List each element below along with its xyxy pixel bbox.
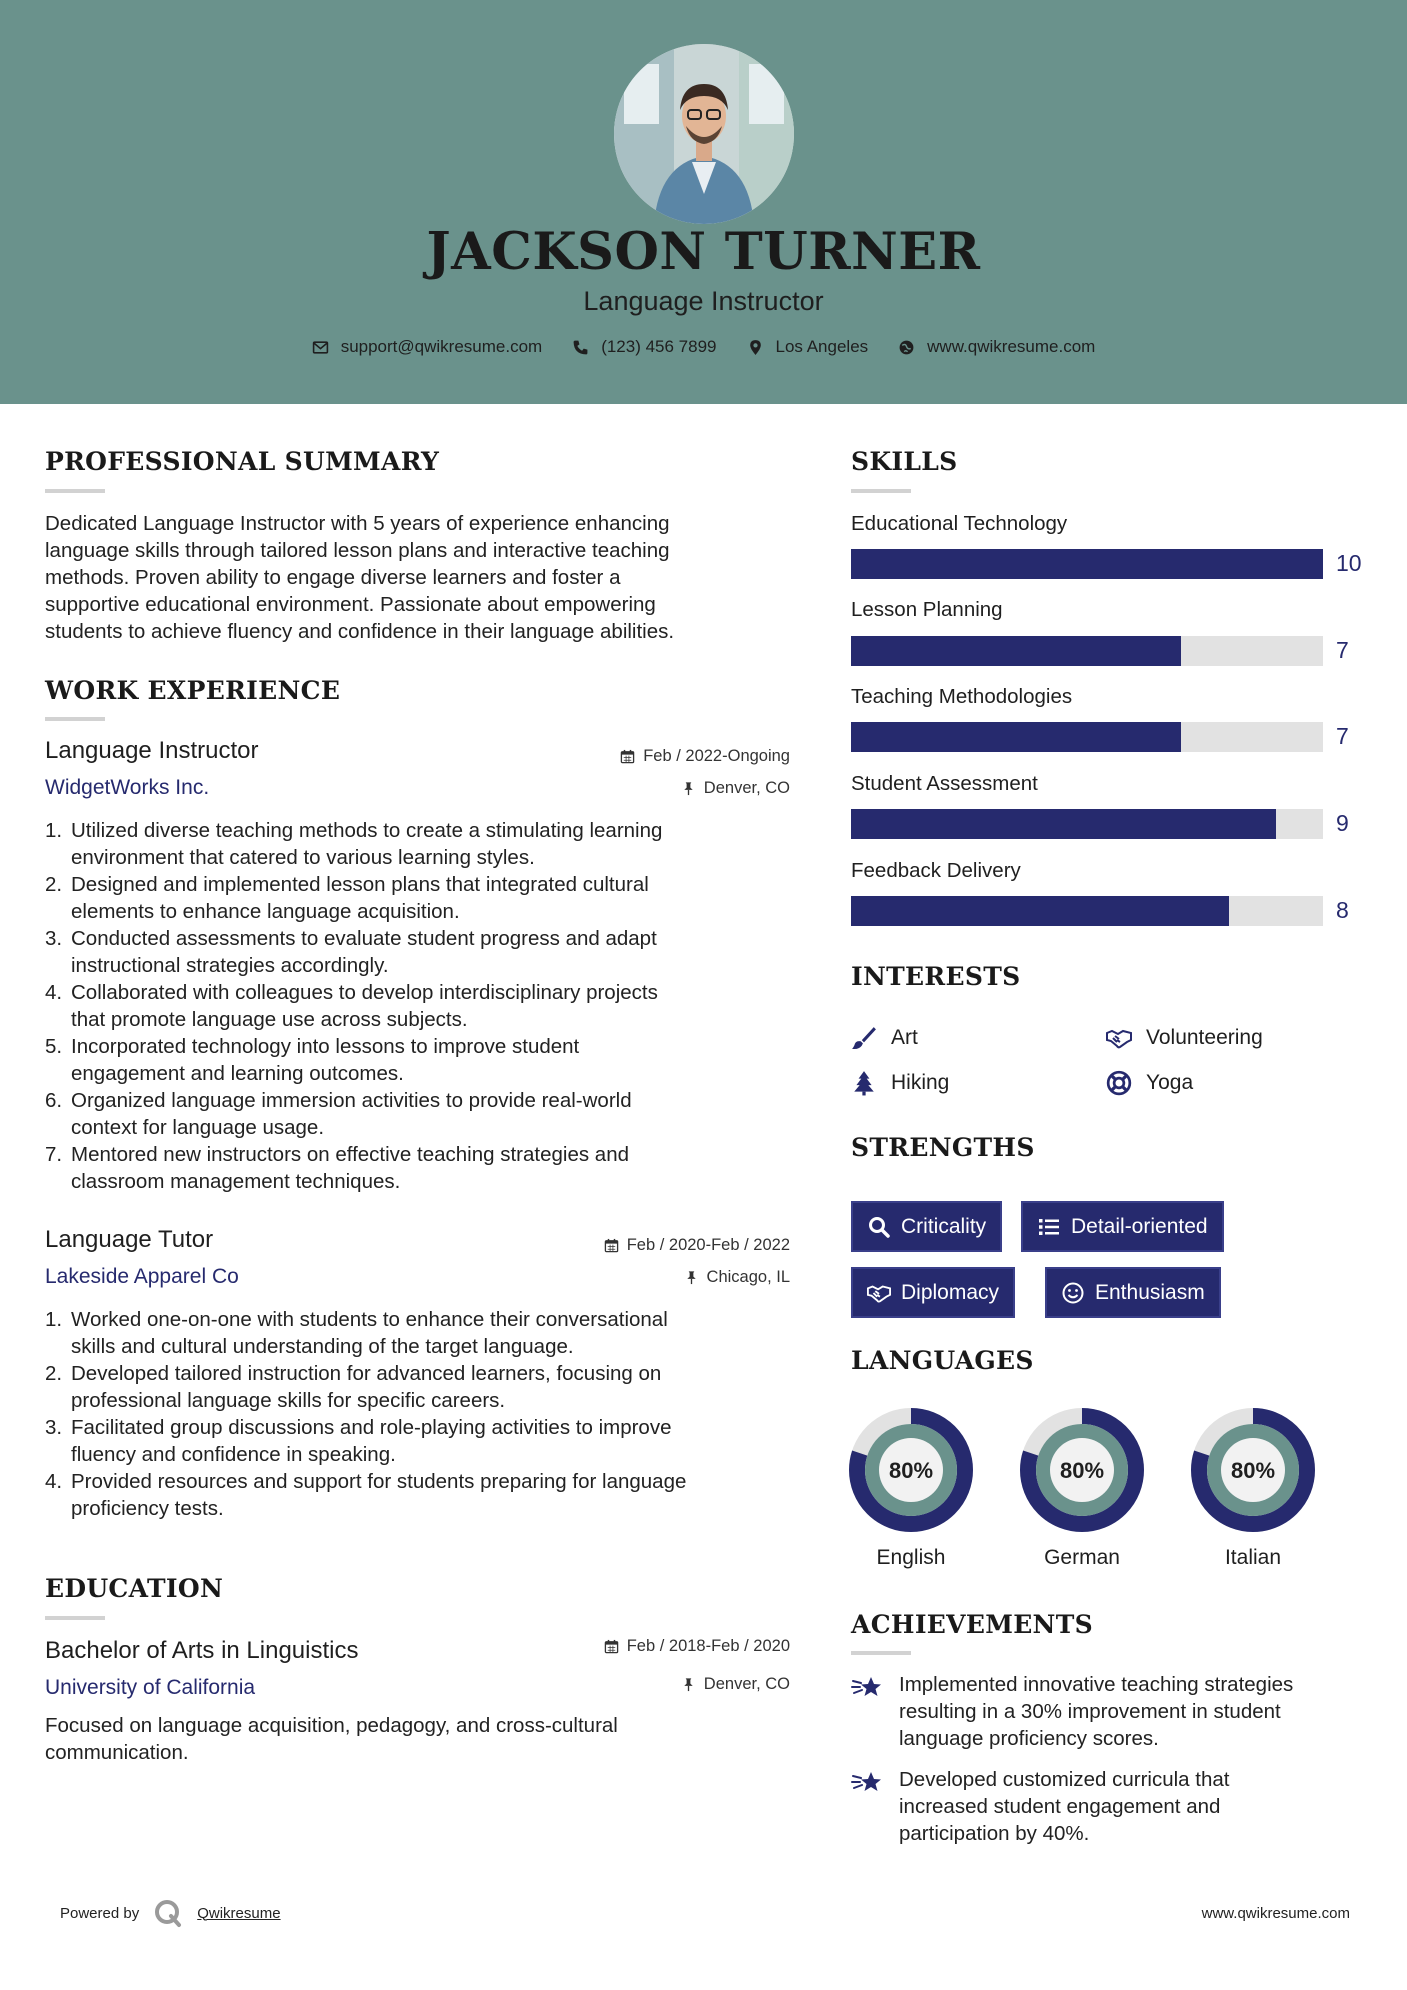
calendar-icon: [604, 1639, 619, 1654]
skill-label: Student Assessment: [851, 772, 1038, 795]
list-item: 4. Provided resources and support for students preparing for language proficiency tests.: [45, 1470, 687, 1520]
skill-label: Lesson Planning: [851, 598, 1003, 621]
degree-title: Bachelor of Arts in Linguistics: [45, 1637, 359, 1664]
skill-label: Teaching Methodologies: [851, 685, 1073, 708]
strength-tag-detail-oriented: [1021, 1201, 1224, 1252]
job-responsibilities: [45, 1306, 815, 1522]
thumbtack-icon: [684, 1270, 699, 1285]
handshake-icon: [1106, 1025, 1132, 1051]
smile-icon: [1061, 1281, 1085, 1305]
shooting-star-icon: [851, 1671, 883, 1703]
experience-heading: WORK EXPERIENCE: [45, 676, 341, 705]
job-responsibilities: [45, 817, 815, 1195]
skill-value: 7: [1336, 723, 1349, 749]
envelope-icon: [312, 339, 329, 356]
list-item: 2. Designed and implemented lesson plans that integrated cultural elements to enhance language acquisition.: [45, 873, 649, 923]
resume-header: [0, 0, 1407, 404]
skill-label: Feedback Delivery: [851, 859, 1021, 882]
section-divider: [45, 489, 105, 493]
contact-location: [747, 337, 869, 357]
summary-line: supportive educational environment. Passionate about empowering: [45, 593, 656, 616]
calendar-icon: [604, 1238, 619, 1253]
powered-by-text: Powered by: [60, 1904, 140, 1922]
achievement-line: participation by 40%.: [899, 1822, 1090, 1845]
handshake-icon: [867, 1281, 891, 1305]
skill-label: Educational Technology: [851, 512, 1068, 535]
interests-heading: INTERESTS: [851, 962, 1021, 991]
language-percent: 80%: [1059, 1458, 1105, 1483]
section-divider: [45, 717, 105, 721]
job-dates: [500, 747, 790, 766]
language-percent: 80%: [1230, 1458, 1276, 1483]
language-ring: [1020, 1408, 1144, 1532]
skill-bar: [851, 636, 1323, 666]
strength-label: Enthusiasm: [1095, 1280, 1205, 1304]
qwikresume-logo-icon: [153, 1898, 183, 1928]
globe-icon: [898, 339, 915, 356]
achievement-line: Developed customized curricula that: [899, 1768, 1230, 1791]
interest-label: Volunteering: [1146, 1026, 1263, 1049]
strength-tag-enthusiasm: [1045, 1267, 1221, 1318]
shooting-star-icon: [851, 1766, 883, 1798]
candidate-name: JACKSON TURNER: [426, 222, 981, 282]
language-ring: [849, 1408, 973, 1532]
language-percent: 80%: [888, 1458, 934, 1483]
description-line: communication.: [45, 1741, 189, 1764]
education-description: [45, 1712, 805, 1766]
language-name: Italian: [1224, 1546, 1282, 1569]
language-english: [849, 1408, 973, 1570]
list-item: 3. Facilitated group discussions and role-playing activities to improve fluency and confidence in speaking.: [45, 1416, 672, 1466]
section-divider: [851, 489, 911, 493]
section-divider: [45, 1616, 105, 1620]
summary-line: students to achieve fluency and confidence in their language abilities.: [45, 620, 675, 643]
job-title: Language Tutor: [45, 1226, 214, 1253]
calendar-icon: [620, 749, 635, 764]
strength-tag-diplomacy: [851, 1267, 1015, 1318]
skill-bar: [851, 809, 1323, 839]
dates-text: Feb / 2020-Feb / 2022: [626, 1236, 790, 1254]
education-location: [500, 1675, 790, 1694]
achievement-item: [851, 1766, 1371, 1847]
location-text: Denver, CO: [703, 1675, 790, 1693]
list-item: 5. Incorporated technology into lessons to improve student engagement and learning outcomes.: [45, 1035, 580, 1085]
interest-label: Art: [891, 1026, 918, 1049]
summary-heading: PROFESSIONAL SUMMARY: [45, 447, 440, 476]
contact-bar: [0, 337, 1407, 357]
skill-bar-fill: [851, 809, 1276, 839]
tree-icon: [851, 1070, 877, 1096]
company-name: WidgetWorks Inc.: [45, 776, 210, 799]
language-italian: [1191, 1408, 1315, 1570]
skill-bar-fill: [851, 549, 1323, 579]
strengths-heading: STRENGTHS: [851, 1133, 1035, 1162]
contact-email[interactable]: [312, 337, 543, 357]
language-german: [1020, 1408, 1144, 1570]
achievement-line: resulting in a 30% improvement in student: [899, 1700, 1281, 1723]
section-divider: [851, 1651, 911, 1655]
website-text: www.qwikresume.com: [927, 337, 1096, 356]
skill-value: 10: [1336, 550, 1362, 576]
company-name: Lakeside Apparel Co: [45, 1265, 239, 1288]
qwikresume-link[interactable]: Qwikresume: [197, 1904, 281, 1922]
language-name: English: [876, 1546, 946, 1569]
strength-label: Diplomacy: [901, 1280, 1000, 1304]
description-line: Focused on language acquisition, pedagogy, and cross-cultural: [45, 1714, 618, 1737]
summary-line: Dedicated Language Instructor with 5 years of experience enhancing: [45, 512, 670, 535]
skill-bar: [851, 896, 1323, 926]
list-item: 6. Organized language immersion activities to provide real-world context for language usage.: [45, 1089, 632, 1139]
achievement-item: [851, 1671, 1371, 1752]
interest-label: Hiking: [891, 1071, 950, 1094]
list-item: 2. Developed tailored instruction for advanced learners, focusing on professional language skills for specific careers.: [45, 1362, 662, 1412]
interest-label: Yoga: [1146, 1071, 1194, 1094]
candidate-title: Language Instructor: [583, 286, 824, 316]
profile-photo: [614, 44, 794, 224]
job-title: Language Instructor: [45, 737, 259, 764]
skill-value: 8: [1336, 897, 1349, 923]
footer-branding: [60, 1898, 281, 1928]
job-location: [500, 779, 790, 798]
education-heading: EDUCATION: [45, 1574, 224, 1603]
list-item: 1. Worked one-on-one with students to enhance their conversational skills and cultural understanding of the target language.: [45, 1308, 668, 1358]
summary-text: [45, 510, 805, 645]
school-name: University of California: [45, 1676, 256, 1699]
dates-text: Feb / 2022-Ongoing: [643, 747, 790, 765]
thumbtack-icon: [681, 781, 696, 796]
skill-bar-fill: [851, 722, 1181, 752]
phone-icon: [572, 339, 589, 356]
education-dates: [500, 1637, 790, 1656]
strength-label: Detail-oriented: [1071, 1214, 1208, 1238]
list-item: 1. Utilized diverse teaching methods to create a stimulating learning environment that catered to various learning styles.: [45, 819, 663, 869]
map-pin-icon: [747, 339, 764, 356]
job-dates: [500, 1236, 790, 1255]
list-item: 3. Conducted assessments to evaluate student progress and adapt instructional strategies accordingly.: [45, 927, 657, 977]
skill-bar: [851, 722, 1323, 752]
strength-label: Criticality: [901, 1214, 987, 1238]
footer-website[interactable]: www.qwikresume.com: [1201, 1905, 1350, 1922]
summary-line: methods. Proven ability to engage diverse learners and foster a: [45, 566, 621, 589]
location-text: Chicago, IL: [706, 1268, 790, 1286]
summary-line: language skills through tailored lesson plans and interactive teaching: [45, 539, 670, 562]
search-icon: [867, 1215, 891, 1239]
job-location: [500, 1268, 790, 1287]
list-icon: [1037, 1215, 1061, 1239]
skill-bar: [851, 549, 1323, 579]
location-text: Los Angeles: [775, 337, 869, 356]
strength-tag-criticality: [851, 1201, 1002, 1252]
skill-value: 9: [1336, 810, 1349, 836]
contact-phone[interactable]: [572, 337, 716, 357]
interest-volunteering: [1106, 1025, 1263, 1051]
skill-bar-fill: [851, 636, 1181, 666]
thumbtack-icon: [681, 1677, 696, 1692]
list-item: 7. Mentored new instructors on effective teaching strategies and classroom management techniques.: [45, 1143, 629, 1193]
phone-text: (123) 456 7899: [601, 337, 717, 356]
lifebuoy-icon: [1106, 1070, 1132, 1096]
interest-art: [851, 1025, 918, 1051]
language-ring: [1191, 1408, 1315, 1532]
location-text: Denver, CO: [703, 779, 790, 797]
dates-text: Feb / 2018-Feb / 2020: [626, 1637, 790, 1655]
interest-hiking: [851, 1070, 949, 1096]
achievement-line: increased student engagement and: [899, 1795, 1221, 1818]
achievement-line: language proficiency scores.: [899, 1727, 1159, 1750]
languages-heading: LANGUAGES: [851, 1346, 1034, 1375]
skill-value: 7: [1336, 637, 1349, 663]
skill-bar-fill: [851, 896, 1229, 926]
achievements-heading: ACHIEVEMENTS: [851, 1610, 1093, 1639]
interest-yoga: [1106, 1070, 1193, 1096]
list-item: 4. Collaborated with colleagues to develop interdisciplinary projects that promote language use across subjects.: [45, 981, 658, 1031]
achievement-line: Implemented innovative teaching strategies: [899, 1673, 1294, 1696]
skills-heading: SKILLS: [851, 447, 958, 476]
paintbrush-icon: [851, 1025, 877, 1051]
contact-website[interactable]: [898, 337, 1095, 357]
language-name: German: [1044, 1546, 1120, 1569]
email-text: support@qwikresume.com: [340, 337, 543, 356]
avatar: [614, 44, 794, 224]
